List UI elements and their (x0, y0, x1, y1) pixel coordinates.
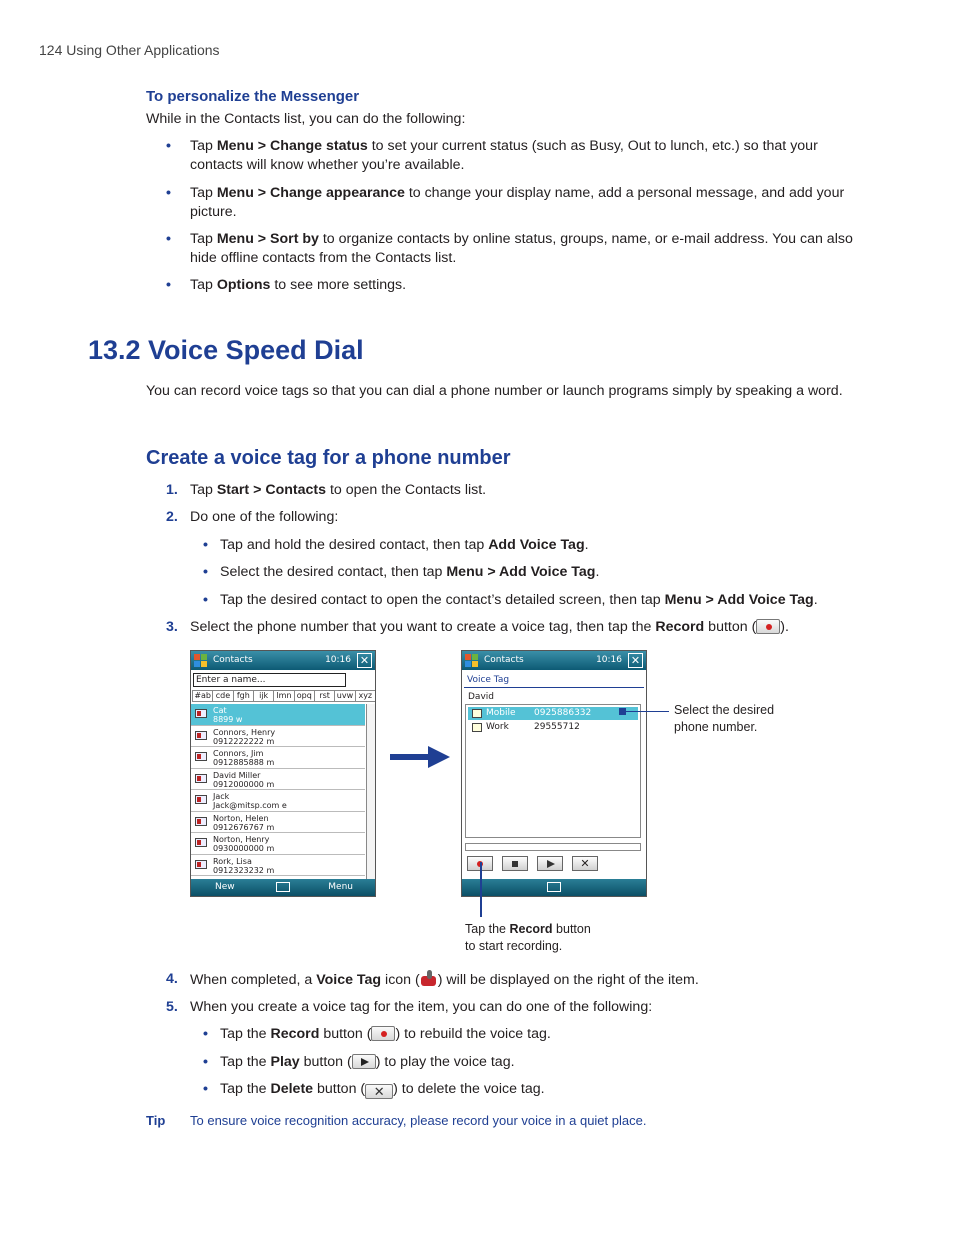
contact-list (191, 704, 365, 876)
callout-line-record (480, 862, 482, 917)
contact-row[interactable]: Norton, Henry 0930000000 m (191, 833, 365, 855)
arrow-right-icon (428, 746, 450, 768)
bullet-options: • Tap Options to see more settings. (166, 277, 407, 293)
step-2-option-2: • Select the desired contact, then tap Menu > Add Voice Tag. (203, 564, 600, 580)
scrollbar[interactable] (366, 704, 375, 879)
section-title: 13.2 Voice Speed Dial (88, 335, 364, 365)
contact-card-icon (195, 838, 207, 847)
contact-row[interactable]: Cat 8899 w (191, 704, 365, 726)
callout-select-number: Select the desired phone number. (674, 703, 775, 734)
voice-tag-screen (461, 650, 647, 897)
step-2-option-1: • Tap and hold the desired contact, then tap Add Voice Tag. (203, 537, 589, 553)
step-5-delete: • Tap the Delete button ( ✕ ) to delete the voice tag. (203, 1081, 545, 1099)
title-bar (191, 651, 375, 670)
phone-type-icon (472, 723, 482, 732)
keyboard-icon[interactable] (276, 882, 290, 892)
contact-row[interactable]: Jack Jack@mitsp.com e (191, 790, 365, 812)
new-softkey[interactable]: New (215, 882, 235, 892)
contact-card-icon (195, 731, 207, 740)
step-5: 5. When you create a voice tag for the item, you can do one of the following: (166, 999, 653, 1015)
step-2-option-3: • Tap the desired contact to open the contact’s detailed screen, then tap Menu > Add Voice Tag. (203, 592, 818, 608)
contact-card-icon (195, 709, 207, 718)
bullet-sort-by: • Tap Menu > Sort by to organize contacts by online status, groups, name, or e-mail address. You can also hide offline contacts from the Contacts list. (166, 231, 853, 266)
section-intro: You can record voice tags so that you can dial a phone number or launch programs simply by speaking a word. (146, 383, 843, 399)
play-icon (352, 1054, 376, 1069)
arrow-shaft (390, 754, 432, 760)
callout-line-select (621, 711, 669, 712)
bullet-dot: • (166, 231, 171, 247)
step-1: 1. Tap Start > Contacts to open the Contacts list. (166, 482, 487, 498)
keyboard-icon[interactable] (547, 882, 561, 892)
bullet-dot: • (166, 185, 171, 201)
voice-tag-heading: Voice Tag (467, 675, 510, 685)
callout-record: Tap the Record button to start recording. (465, 922, 591, 953)
page-header: 124 Using Other Applications (39, 42, 220, 58)
step-5-play: • Tap the Play button ( ) to play the voice tag. (203, 1054, 515, 1070)
contact-card-icon (195, 795, 207, 804)
contact-card-icon (195, 774, 207, 783)
recording-progress (465, 843, 641, 851)
record-icon (756, 619, 780, 634)
tab-letters[interactable]: uvw (334, 691, 354, 701)
softkey-bar (191, 879, 375, 896)
contact-card-icon (195, 752, 207, 761)
delete-icon: ✕ (580, 857, 590, 870)
phone-type-icon (472, 709, 482, 718)
contacts-screen (190, 650, 376, 897)
delete-icon: ✕ (365, 1084, 393, 1099)
softkey-bar (462, 879, 646, 896)
contact-row[interactable]: Rork, Lisa 0912323232 m (191, 855, 365, 877)
bullet-dot: • (166, 277, 171, 293)
stop-icon (512, 861, 518, 867)
menu-softkey[interactable]: Menu (328, 882, 353, 892)
intro-text: While in the Contacts list, you can do the following: (146, 111, 466, 127)
record-icon (371, 1026, 395, 1041)
tab-letters[interactable]: xyz (355, 691, 375, 701)
contact-name: David (468, 692, 494, 702)
divider (464, 687, 644, 688)
step-4: 4. When completed, a Voice Tag icon ( ) will be displayed on the right of the item. (166, 971, 699, 988)
tab-letters[interactable]: fgh (233, 691, 253, 701)
step-3: 3. Select the phone number that you want to create a voice tag, then tap the Record button ( ). (166, 619, 789, 635)
windows-start-icon[interactable] (465, 654, 478, 667)
title-bar (462, 651, 646, 670)
number-row-work[interactable]: Work 29555712 (468, 721, 638, 734)
tab-letters[interactable]: cde (212, 691, 232, 701)
step-2: 2. Do one of the following: (166, 509, 339, 525)
close-icon[interactable]: ✕ (357, 653, 372, 668)
bullet-change-appearance: • Tap Menu > Change appearance to change your display name, add a personal message, and add your picture. (166, 185, 845, 220)
contact-row[interactable]: Norton, Helen 0912676767 m (191, 812, 365, 834)
contact-card-icon (195, 860, 207, 869)
bullet-dot: • (166, 138, 171, 154)
app-name: Contacts (213, 655, 253, 665)
contact-row[interactable]: Connors, Henry 0912222222 m (191, 726, 365, 748)
contact-row[interactable]: David Miller 0912000000 m (191, 769, 365, 791)
search-input[interactable]: Enter a name... (193, 673, 346, 687)
callout-marker (619, 708, 626, 715)
procedure-title: To personalize the Messenger (146, 88, 360, 105)
delete-button[interactable] (572, 856, 598, 871)
number-row-mobile[interactable]: Mobile 0925886332 (468, 707, 638, 720)
tab-letters[interactable]: #ab (192, 691, 212, 701)
contact-row[interactable]: Connors, Jim 0912885888 m (191, 747, 365, 769)
alphabet-tabs (192, 690, 375, 702)
play-button[interactable] (537, 856, 563, 871)
stop-button[interactable] (502, 856, 528, 871)
clock: 10:16 (325, 655, 351, 665)
subsection-title: Create a voice tag for a phone number (146, 447, 511, 469)
step-5-record: • Tap the Record button ( ) to rebuild the voice tag. (203, 1026, 551, 1042)
tip-label: Tip (146, 1113, 166, 1128)
tab-letters[interactable]: ijk (253, 691, 273, 701)
play-icon (547, 860, 555, 868)
tab-letters[interactable]: lmn (273, 691, 293, 701)
tip-text: To ensure voice recognition accuracy, please record your voice in a quiet place. (190, 1113, 647, 1128)
app-name: Contacts (484, 655, 524, 665)
tab-letters[interactable]: rst (314, 691, 334, 701)
number-list (465, 704, 641, 838)
bullet-change-status: • Tap Menu > Change status to set your current status (such as Busy, Out to lunch, etc.) so that your contacts will know whether you’re available. (166, 138, 818, 173)
windows-start-icon[interactable] (194, 654, 207, 667)
close-icon[interactable]: ✕ (628, 653, 643, 668)
clock: 10:16 (596, 655, 622, 665)
voice-tag-icon (420, 970, 438, 988)
contact-card-icon (195, 817, 207, 826)
tab-letters[interactable]: opq (294, 691, 314, 701)
